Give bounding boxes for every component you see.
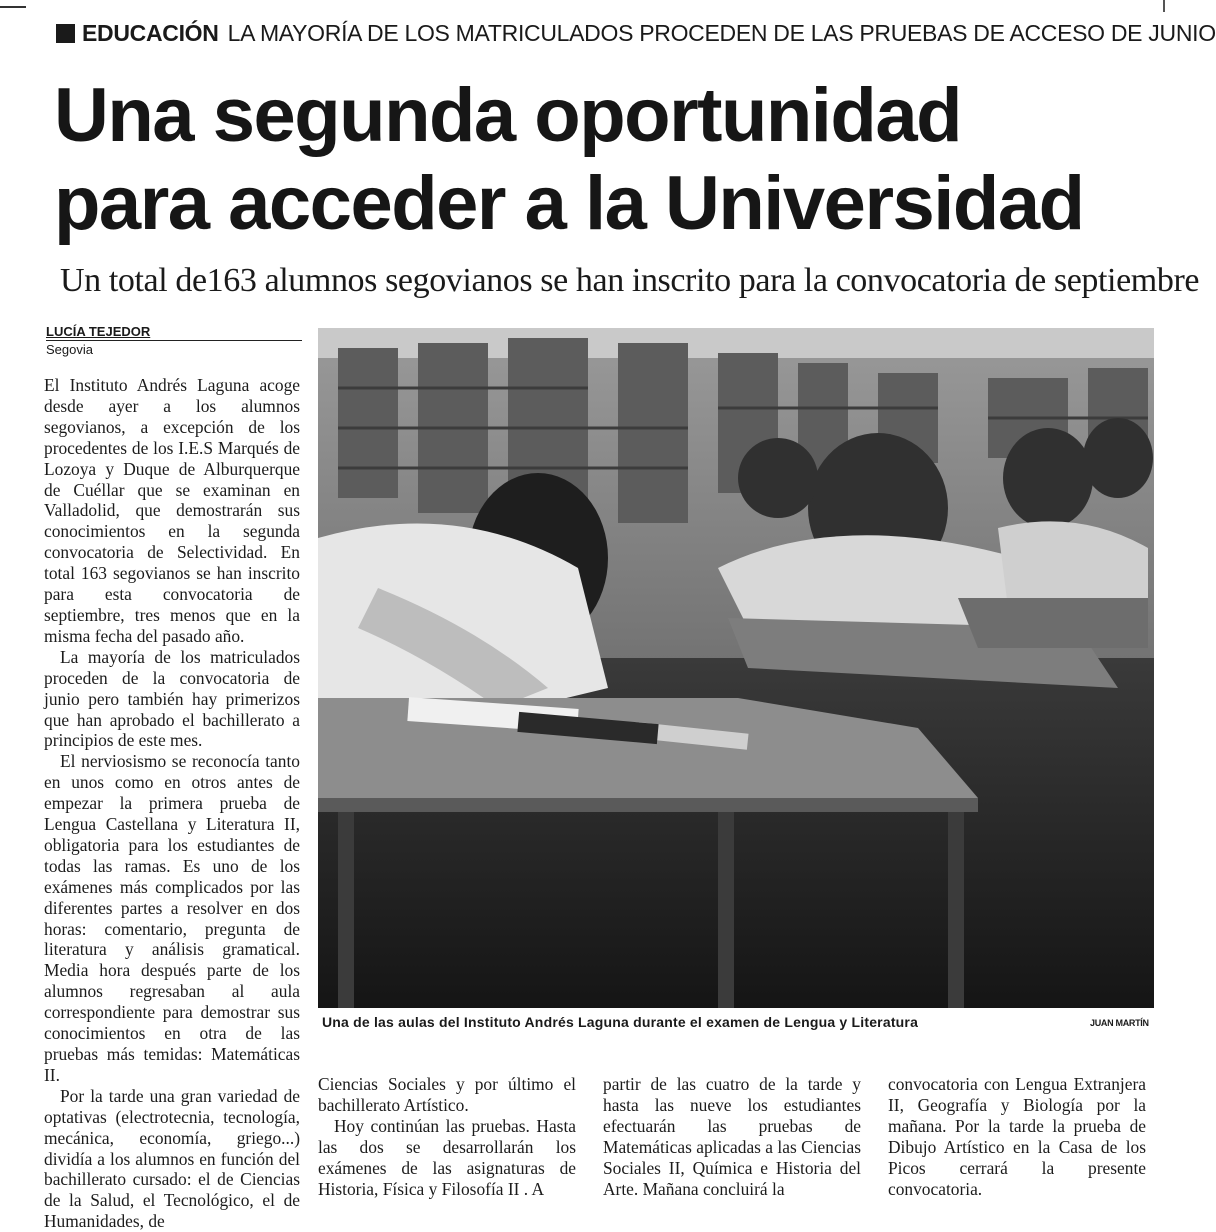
headline-line-1: Una segunda oportunidad <box>54 73 962 158</box>
photo-caption: Una de las aulas del Instituto Andrés Laguna durante el examen de Lengua y Literatura <box>322 1014 919 1030</box>
top-rule <box>0 6 26 8</box>
paragraph: El nerviosismo se reconocía tanto en unos como en otros antes de empezar la primera prueba de Lengua Castellana y Literatura II, obligatoria para los estudiantes de todas las ramas. Es uno de los exámenes más complicados por las diferentes partes a resolver en dos horas: comentario, pregunta de literatura y análisis gramatical. Media hora después parte de los alumnos regresaban al aula correspondiente para demostrar sus conocimientos en otra de las pruebas más temidas: Matemáticas II. <box>44 751 300 1085</box>
paragraph: convocatoria con Lengua Extranjera II, Geografía y Biología por la mañana. Por la tarde la prueba de Dibujo Artístico en la Casa de los Picos cerrará la presente convocatoria. <box>888 1074 1146 1199</box>
paragraph: La mayoría de los matriculados proceden de la convocatoria de junio pero también hay primerizos que han aprobado el bachillerato a principios de este mes. <box>44 646 300 751</box>
kicker <box>56 18 1216 48</box>
article-column-2 <box>318 1074 576 1199</box>
subheadline: Un total de163 alumnos segovianos se han inscrito para la convocatoria de septiembre <box>60 262 1200 299</box>
section-square-icon <box>56 24 75 43</box>
paragraph: partir de las cuatro de la tarde y hasta las nueve los estudiantes efectuarán las pruebas de Matemáticas aplicadas a las Ciencias Sociales II, Química e Historia del Arte. Mañana concluirá la <box>603 1074 861 1199</box>
byline-location: Segovia <box>46 342 93 357</box>
classroom-photo <box>318 328 1154 1008</box>
paragraph: Hoy continúan las pruebas. Hasta las dos se desarrollarán los exámenes de las asignaturas de Historia, Física y Filosofía II . A <box>318 1115 576 1199</box>
paragraph: Ciencias Sociales y por último el bachillerato Artístico. <box>318 1074 576 1115</box>
photo-credit: JUAN MARTÍN <box>1090 1018 1149 1028</box>
kicker-text: LA MAYORÍA DE LOS MATRICULADOS PROCEDEN DE LAS PRUEBAS DE ACCESO DE JUNIO <box>227 19 1216 46</box>
byline-author: LUCÍA TEJEDOR <box>46 324 302 341</box>
headline-line-2: para acceder a la Universidad <box>54 161 1084 246</box>
article-column-4 <box>888 1074 1146 1199</box>
paragraph: Por la tarde una gran variedad de optativas (electrotecnia, tecnología, mecánica, economía, griego...) dividía a los alumnos en función del bachillerato cursado: el de Ciencias de la Salud, el Tecnológico, el de Humanidades, de <box>44 1085 300 1232</box>
article-column-1 <box>44 375 300 1232</box>
page-edge-rule <box>1163 0 1165 12</box>
paragraph: El Instituto Andrés Laguna acoge desde ayer a los alumnos segovianos, a excepción de los procedentes de los I.E.S Marqués de Lozoya y Duque de Alburquerque de Cuéllar que se examinan en Valladolid, que demostrarán sus conocimientos en la segunda convocatoria de Selectividad. En total 163 segovianos se han inscrito para esta convocatoria de septiembre, tres menos que en la misma fecha del pasado año. <box>44 375 300 646</box>
article-column-3 <box>603 1074 861 1199</box>
headline <box>54 72 1144 248</box>
section-label: EDUCACIÓN <box>82 19 219 46</box>
classroom-photo-image <box>318 328 1154 1008</box>
